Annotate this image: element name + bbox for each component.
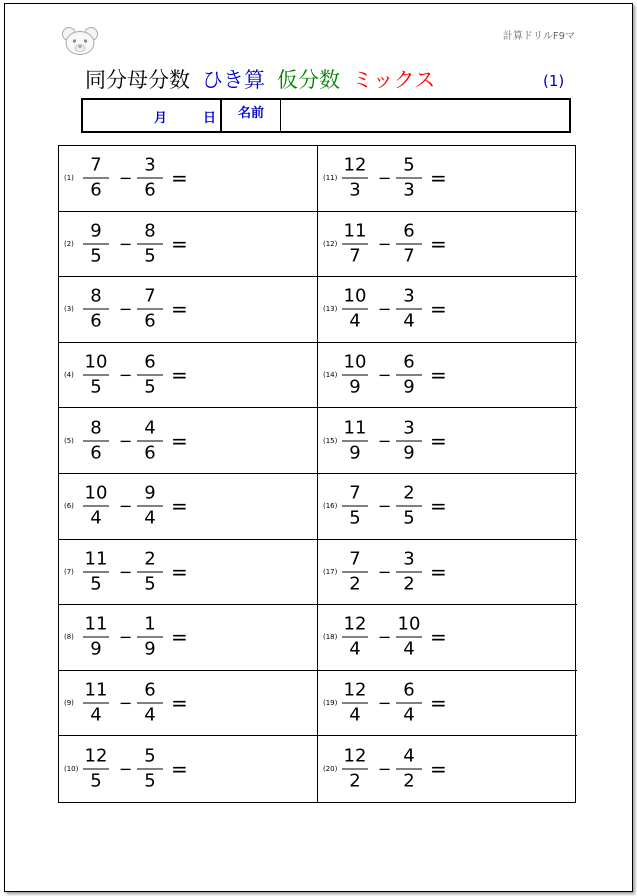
numerator: 6 — [137, 680, 163, 704]
equals-sign: = — [430, 757, 447, 782]
denominator: 9 — [403, 442, 415, 464]
equals-sign: = — [430, 625, 447, 650]
minuend-fraction — [83, 352, 109, 399]
equals-sign: = — [430, 691, 447, 716]
equals-sign: = — [171, 559, 188, 584]
problem-cell[interactable] — [59, 146, 318, 212]
denominator: 2 — [403, 573, 415, 595]
numerator: 10 — [342, 286, 368, 310]
numerator: 11 — [342, 220, 368, 244]
numerator: 10 — [83, 483, 109, 507]
denominator: 6 — [144, 442, 156, 464]
problem-cell[interactable] — [59, 605, 318, 671]
denominator: 9 — [403, 376, 415, 398]
denominator: 5 — [144, 573, 156, 595]
minuend-fraction — [342, 352, 368, 399]
denominator: 5 — [90, 770, 102, 792]
subtrahend-fraction — [396, 352, 422, 399]
minus-sign: − — [378, 693, 392, 713]
subtrahend-fraction — [137, 680, 163, 727]
minus-sign: − — [378, 562, 392, 582]
denominator: 2 — [349, 770, 361, 792]
numerator: 3 — [137, 155, 163, 179]
problem-number: (1) — [64, 174, 74, 183]
equals-sign: = — [430, 559, 447, 584]
minus-sign: − — [119, 627, 133, 647]
problem-cell[interactable] — [318, 671, 577, 737]
title-part-improper: 仮分数 — [277, 68, 340, 92]
denominator: 6 — [90, 442, 102, 464]
numerator: 8 — [83, 286, 109, 310]
equals-sign: = — [171, 297, 188, 322]
problem-number: (20) — [323, 765, 338, 774]
minus-sign: − — [378, 234, 392, 254]
title-part-fraction-type: 同分母分数 — [85, 68, 190, 92]
problem-cell[interactable] — [318, 736, 577, 802]
day-label: 日 — [203, 111, 217, 126]
subtrahend-fraction — [137, 220, 163, 267]
minuend-fraction — [342, 483, 368, 530]
minuend-fraction — [342, 746, 368, 793]
subtrahend-fraction — [137, 286, 163, 333]
minuend-fraction — [83, 680, 109, 727]
numerator: 12 — [342, 155, 368, 179]
equals-sign: = — [171, 691, 188, 716]
problem-cell[interactable] — [318, 212, 577, 278]
numerator: 8 — [137, 220, 163, 244]
minus-sign: − — [378, 431, 392, 451]
problem-number: (10) — [64, 765, 79, 774]
minus-sign: − — [119, 759, 133, 779]
numerator: 1 — [137, 614, 163, 638]
denominator: 5 — [144, 770, 156, 792]
subtrahend-fraction — [137, 746, 163, 793]
problem-cell[interactable] — [59, 277, 318, 343]
numerator: 12 — [342, 680, 368, 704]
numerator: 10 — [396, 614, 422, 638]
problem-number: (2) — [64, 239, 74, 248]
equals-sign: = — [171, 757, 188, 782]
bear-face-icon — [60, 26, 100, 56]
problem-cell[interactable] — [59, 212, 318, 278]
problem-cell[interactable] — [59, 408, 318, 474]
numerator: 6 — [396, 220, 422, 244]
name-field[interactable] — [281, 100, 569, 131]
denominator: 4 — [349, 310, 361, 332]
problem-number: (19) — [323, 699, 338, 708]
minuend-fraction — [83, 155, 109, 202]
denominator: 9 — [90, 638, 102, 660]
subtrahend-fraction — [137, 352, 163, 399]
subtrahend-fraction — [396, 220, 422, 267]
denominator: 5 — [144, 376, 156, 398]
denominator: 7 — [349, 245, 361, 267]
denominator: 5 — [144, 245, 156, 267]
denominator: 4 — [144, 704, 156, 726]
minuend-fraction — [342, 155, 368, 202]
sheet-number: (1) — [543, 72, 565, 90]
numerator: 12 — [83, 746, 109, 770]
subtrahend-fraction — [396, 746, 422, 793]
numerator: 4 — [137, 417, 163, 441]
numerator: 5 — [396, 155, 422, 179]
numerator: 6 — [396, 352, 422, 376]
equals-sign: = — [430, 363, 447, 388]
denominator: 5 — [90, 376, 102, 398]
denominator: 6 — [90, 310, 102, 332]
equals-sign: = — [430, 297, 447, 322]
numerator: 2 — [396, 483, 422, 507]
minuend-fraction — [83, 483, 109, 530]
problem-number: (17) — [323, 567, 338, 576]
numerator: 11 — [83, 548, 109, 572]
minus-sign: − — [378, 365, 392, 385]
problem-number: (14) — [323, 371, 338, 380]
problem-number: (9) — [64, 699, 74, 708]
subtrahend-fraction — [396, 155, 422, 202]
numerator: 4 — [396, 746, 422, 770]
problem-cell[interactable] — [59, 474, 318, 540]
denominator: 6 — [144, 179, 156, 201]
problem-cell[interactable] — [318, 343, 577, 409]
numerator: 6 — [396, 680, 422, 704]
denominator: 9 — [349, 376, 361, 398]
subtrahend-fraction — [396, 680, 422, 727]
denominator: 4 — [403, 310, 415, 332]
equals-sign: = — [430, 231, 447, 256]
numerator: 7 — [342, 548, 368, 572]
denominator: 4 — [349, 638, 361, 660]
equals-sign: = — [171, 166, 188, 191]
numerator: 7 — [83, 155, 109, 179]
month-label: 月 — [154, 111, 168, 126]
denominator: 2 — [349, 573, 361, 595]
numerator: 11 — [83, 680, 109, 704]
numerator: 3 — [396, 417, 422, 441]
problem-number: (5) — [64, 436, 74, 445]
equals-sign: = — [430, 166, 447, 191]
minus-sign: − — [378, 759, 392, 779]
subtrahend-fraction — [137, 155, 163, 202]
minuend-fraction — [342, 220, 368, 267]
minuend-fraction — [342, 614, 368, 661]
problem-cell[interactable] — [318, 474, 577, 540]
minus-sign: − — [378, 627, 392, 647]
equals-sign: = — [171, 363, 188, 388]
page-title — [85, 64, 447, 94]
subtrahend-fraction — [396, 483, 422, 530]
title-part-mix: ミックス — [352, 68, 436, 92]
minus-sign: − — [119, 299, 133, 319]
denominator: 5 — [90, 245, 102, 267]
numerator: 7 — [137, 286, 163, 310]
numerator: 7 — [342, 483, 368, 507]
minus-sign: − — [119, 496, 133, 516]
problem-number: (8) — [64, 633, 74, 642]
numerator: 8 — [83, 417, 109, 441]
denominator: 5 — [403, 507, 415, 529]
subtrahend-fraction — [137, 548, 163, 595]
equals-sign: = — [430, 428, 447, 453]
numerator: 11 — [342, 417, 368, 441]
problem-number: (18) — [323, 633, 338, 642]
brand-label: 計算ドリルF9マ — [502, 31, 575, 42]
problem-number: (4) — [64, 371, 74, 380]
numerator: 10 — [83, 352, 109, 376]
minuend-fraction — [83, 220, 109, 267]
equals-sign: = — [171, 428, 188, 453]
subtrahend-fraction — [396, 286, 422, 333]
name-date-bar — [81, 98, 571, 133]
numerator: 3 — [396, 548, 422, 572]
problem-cell[interactable] — [318, 605, 577, 671]
problem-number: (15) — [323, 436, 338, 445]
problem-cell[interactable] — [59, 671, 318, 737]
problem-cell[interactable] — [318, 277, 577, 343]
minuend-fraction — [342, 548, 368, 595]
problem-number: (11) — [323, 174, 338, 183]
problem-number: (12) — [323, 239, 338, 248]
problem-number: (13) — [323, 305, 338, 314]
minuend-fraction — [342, 680, 368, 727]
minuend-fraction — [342, 417, 368, 464]
problem-cell[interactable] — [59, 736, 318, 802]
denominator: 5 — [90, 573, 102, 595]
minus-sign: − — [119, 431, 133, 451]
equals-sign: = — [171, 625, 188, 650]
minuend-fraction — [83, 548, 109, 595]
denominator: 4 — [403, 704, 415, 726]
minus-sign: − — [378, 168, 392, 188]
numerator: 9 — [83, 220, 109, 244]
minus-sign: − — [378, 299, 392, 319]
subtrahend-fraction — [137, 483, 163, 530]
denominator: 6 — [90, 179, 102, 201]
minuend-fraction — [83, 746, 109, 793]
problem-number: (16) — [323, 502, 338, 511]
problem-cell[interactable] — [59, 540, 318, 606]
minus-sign: − — [119, 168, 133, 188]
equals-sign: = — [430, 494, 447, 519]
problem-grid — [58, 145, 576, 803]
minuend-fraction — [83, 417, 109, 464]
numerator: 3 — [396, 286, 422, 310]
problem-cell[interactable] — [318, 146, 577, 212]
subtrahend-fraction — [137, 614, 163, 661]
denominator: 6 — [144, 310, 156, 332]
denominator: 2 — [403, 770, 415, 792]
minus-sign: − — [119, 234, 133, 254]
numerator: 10 — [342, 352, 368, 376]
subtrahend-fraction — [137, 417, 163, 464]
numerator: 2 — [137, 548, 163, 572]
problem-cell[interactable] — [318, 408, 577, 474]
minus-sign: − — [119, 693, 133, 713]
denominator: 4 — [90, 507, 102, 529]
denominator: 4 — [403, 638, 415, 660]
minus-sign: − — [119, 365, 133, 385]
equals-sign: = — [171, 494, 188, 519]
denominator: 3 — [349, 179, 361, 201]
numerator: 12 — [342, 746, 368, 770]
minuend-fraction — [83, 614, 109, 661]
numerator: 11 — [83, 614, 109, 638]
numerator: 9 — [137, 483, 163, 507]
subtrahend-fraction — [396, 548, 422, 595]
problem-cell[interactable] — [318, 540, 577, 606]
denominator: 7 — [403, 245, 415, 267]
equals-sign: = — [171, 231, 188, 256]
denominator: 4 — [144, 507, 156, 529]
denominator: 5 — [349, 507, 361, 529]
subtrahend-fraction — [396, 614, 422, 661]
numerator: 12 — [342, 614, 368, 638]
denominator: 3 — [403, 179, 415, 201]
numerator: 6 — [137, 352, 163, 376]
numerator: 5 — [137, 746, 163, 770]
minuend-fraction — [342, 286, 368, 333]
name-label: 名前 — [222, 100, 281, 131]
denominator: 4 — [90, 704, 102, 726]
date-field[interactable] — [83, 100, 222, 131]
problem-cell[interactable] — [59, 343, 318, 409]
problem-number: (6) — [64, 502, 74, 511]
minuend-fraction — [83, 286, 109, 333]
minus-sign: − — [378, 496, 392, 516]
minus-sign: − — [119, 562, 133, 582]
denominator: 9 — [349, 442, 361, 464]
subtrahend-fraction — [396, 417, 422, 464]
title-part-operation: ひき算 — [202, 68, 265, 92]
denominator: 9 — [144, 638, 156, 660]
denominator: 4 — [349, 704, 361, 726]
problem-number: (7) — [64, 567, 74, 576]
problem-number: (3) — [64, 305, 74, 314]
